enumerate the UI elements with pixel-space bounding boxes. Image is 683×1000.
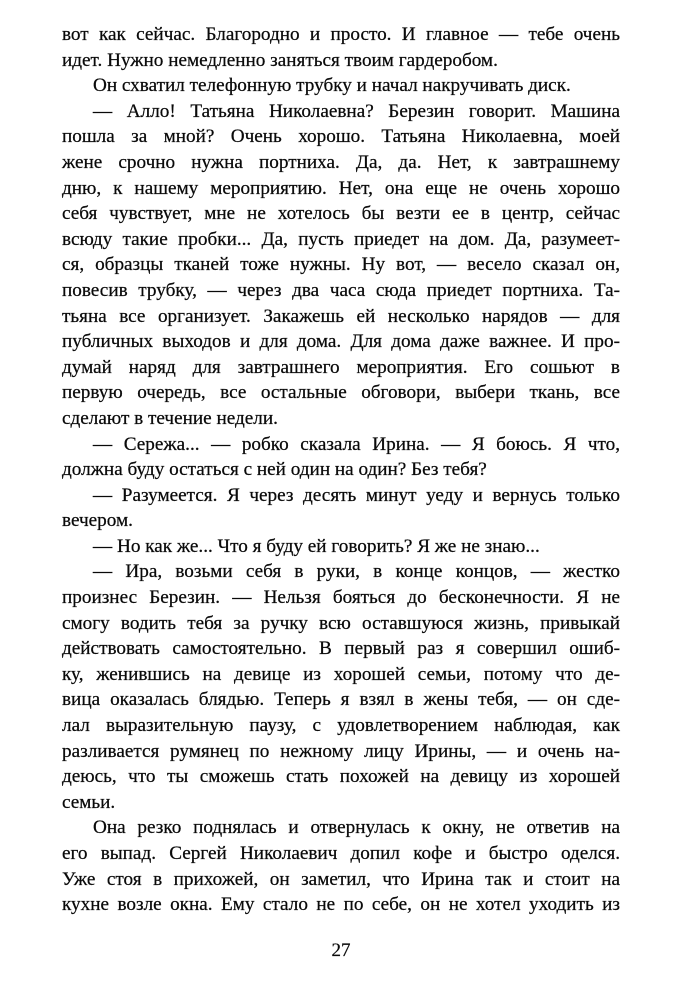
paragraph <box>62 559 620 815</box>
text-line: сделают в течение недели. <box>62 407 278 429</box>
text-line: кухне возле окна. Ему стало не по себе, он не хотел уходить из <box>62 894 620 916</box>
paragraph <box>62 534 620 560</box>
text-line: вечером. <box>62 510 133 532</box>
text-line: должна буду остаться с ней один на один? Без тебя? <box>62 459 487 481</box>
text-line: — Разумеется. Я через десять минут уеду и вернусь только <box>93 484 620 506</box>
text-line: ся, образцы тканей тоже нужны. Ну вот, — весело сказал он, <box>62 254 620 276</box>
text-line: Она резко поднялась и отвернулась к окну, не ответив на <box>93 817 620 839</box>
text-line: пошла за мной? Очень хорошо. Татьяна Николаевна, моей <box>62 126 620 148</box>
text-line: его выпад. Сергей Николаевич допил кофе и быстро оделся. <box>62 843 620 864</box>
paragraph <box>62 483 620 534</box>
text-line: вица оказалась блядью. Теперь я взял в жены тебя, — он сде- <box>62 689 620 711</box>
text-line: деюсь, что ты сможешь стать похожей на девицу из хорошей <box>62 766 620 788</box>
text-line: — Но как же... Что я буду ей говорить? Я же не знаю... <box>93 535 540 557</box>
text-line: думай наряд для завтрашнего мероприятия. Его сошьют в <box>62 356 620 378</box>
text-line: ку, женившись на девице из хорошей семьи, потому что де- <box>62 663 620 685</box>
text-line: идет. Нужно немедленно заняться твоим гардеробом. <box>62 49 498 71</box>
paragraph <box>62 99 620 432</box>
text-line: семьи. <box>62 791 116 813</box>
text-line: действовать самостоятельно. В первый раз я совершил ошиб- <box>62 638 620 660</box>
text-line: всюду такие пробки... Да, пусть приедет на дом. Да, разумеет- <box>62 228 620 250</box>
paragraph <box>62 22 620 73</box>
text-line: жене срочно нужна портниха. Да, да. Нет, к завтрашнему <box>62 151 620 173</box>
text-line: вот как сейчас. Благородно и просто. И главное — тебе очень <box>62 24 620 45</box>
text-line: повесив трубку, — через два часа сюда приедет портниха. Та- <box>62 279 620 301</box>
text-line: Он схватил телефонную трубку и начал накручивать диск. <box>93 75 571 97</box>
text-line: — Алло! Татьяна Николаевна? Березин говорит. Машина <box>93 100 620 122</box>
paragraph <box>62 815 620 917</box>
text-line: первую очередь, все остальные обговори, выбери ткань, все <box>62 382 620 404</box>
page-number: 27 <box>331 940 351 961</box>
text-line: — Ира, возьми себя в руки, в конце концов, — жестко <box>93 561 620 583</box>
text-line: разливается румянец по нежному лицу Ирины, — и очень на- <box>62 740 620 762</box>
text-line: лал выразительную паузу, с удовлетворением наблюдая, как <box>62 715 620 737</box>
text-line: публичных выходов и для дома. Для дома даже важнее. И про- <box>62 331 620 353</box>
paragraph <box>62 73 620 99</box>
text-line: смогу водить тебя за ручку всю оставшуюся жизнь, привыкай <box>62 612 620 634</box>
text-line: себя чувствует, мне не хотелось бы везти ее в центр, сейчас <box>62 203 620 225</box>
text-line: произнес Березин. — Нельзя бояться до бесконечности. Я не <box>62 587 620 609</box>
text-line: Уже стоя в прихожей, он заметил, что Ирина так и стоит на <box>62 868 620 890</box>
paragraph <box>62 432 620 483</box>
text-line: дню, к нашему мероприятию. Нет, она еще не очень хорошо <box>62 177 620 199</box>
book-page-text <box>62 22 620 918</box>
text-line: тьяна все организует. Закажешь ей несколько нарядов — для <box>62 305 620 327</box>
text-line: — Сережа... — робко сказала Ирина. — Я боюсь. Я что, <box>93 433 620 455</box>
